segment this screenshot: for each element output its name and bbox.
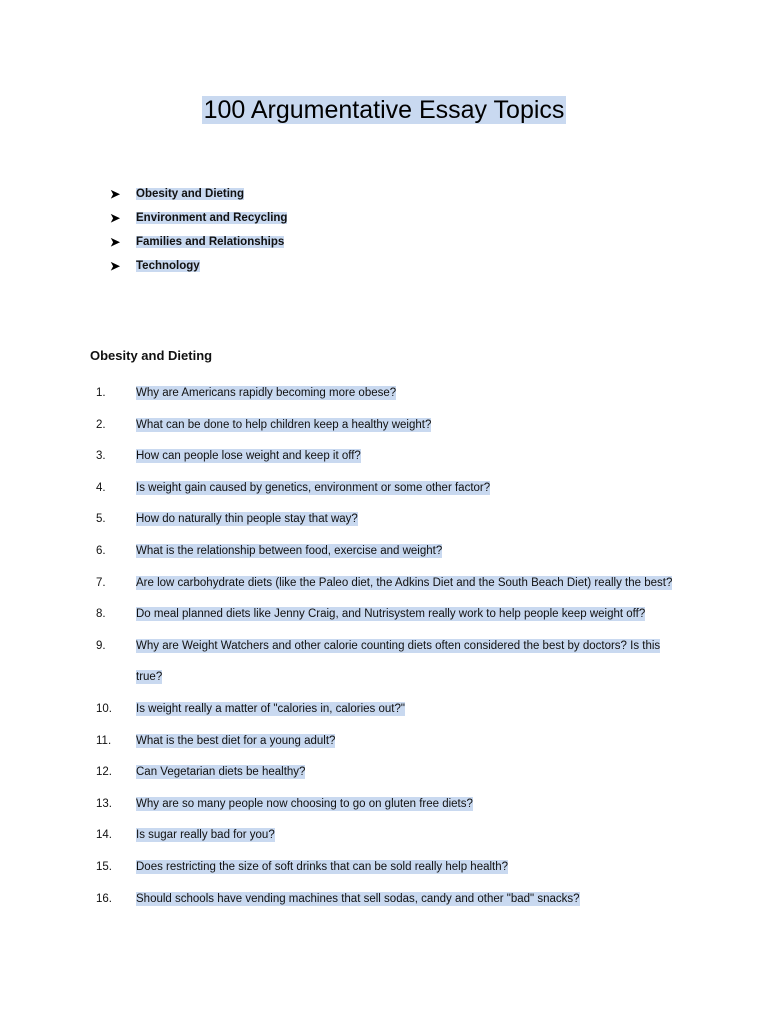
list-item: [96, 726, 696, 758]
item-text: Why are Americans rapidly becoming more obese?: [136, 387, 397, 399]
arrow-bullet-icon: ➤: [110, 235, 121, 249]
list-item: [96, 536, 696, 568]
item-number: 13.: [96, 797, 112, 810]
list-item: [96, 504, 696, 536]
arrow-bullet-icon: ➤: [110, 187, 121, 201]
topic-label: Technology: [136, 260, 200, 272]
arrow-bullet-icon: ➤: [110, 211, 121, 225]
topic-label: Families and Relationships: [136, 236, 285, 248]
item-text: Is weight gain caused by genetics, environment or some other factor?: [136, 481, 491, 494]
item-text: Why are so many people now choosing to go on gluten free diets?: [136, 797, 473, 810]
item-text: What is the relationship between food, exercise and weight?: [136, 544, 443, 557]
item-number: 1.: [96, 387, 106, 399]
topic-label: Environment and Recycling: [136, 212, 288, 224]
question-list: [96, 378, 696, 915]
item-number: 3.: [96, 450, 106, 463]
item-number: 2.: [96, 418, 106, 431]
item-number: 10.: [96, 702, 112, 715]
list-item: [96, 694, 696, 726]
item-number: 14.: [96, 829, 112, 842]
document-title-text: 100 Argumentative Essay Topics: [203, 96, 565, 124]
arrow-bullet-icon: ➤: [110, 259, 121, 273]
list-item: [96, 441, 696, 473]
list-item: [96, 852, 696, 884]
item-number: 5.: [96, 513, 106, 526]
list-item: [96, 473, 696, 505]
item-number: 6.: [96, 544, 106, 557]
list-item: [96, 884, 696, 916]
item-number: 16.: [96, 892, 112, 905]
item-text: Can Vegetarian diets be healthy?: [136, 766, 306, 779]
list-item: [96, 789, 696, 821]
item-text: Are low carbohydrate diets (like the Paleo diet, the Adkins Diet and the South Beach Diet) really the best?: [136, 576, 673, 589]
item-text: Why are Weight Watchers and other calorie counting diets often considered the best by doctors? Is this true?: [136, 639, 661, 684]
list-item: [96, 631, 696, 694]
list-item: [96, 378, 696, 410]
section-heading: Obesity and Dieting: [90, 348, 213, 363]
item-number: 8.: [96, 608, 106, 621]
item-number: 7.: [96, 576, 106, 589]
item-text: Is weight really a matter of "calories in, calories out?": [136, 702, 405, 715]
item-text: How do naturally thin people stay that way?: [136, 513, 358, 526]
topic-label: Obesity and Dieting: [136, 188, 244, 200]
item-number: 15.: [96, 860, 112, 873]
item-text: Do meal planned diets like Jenny Craig, and Nutrisystem really work to help people keep weight off?: [136, 608, 646, 621]
topic-item: [110, 182, 287, 206]
list-item: [96, 410, 696, 442]
item-number: 11.: [96, 734, 112, 747]
list-item: [96, 757, 696, 789]
item-text: What can be done to help children keep a healthy weight?: [136, 418, 432, 431]
item-text: Does restricting the size of soft drinks that can be sold really help health?: [136, 860, 509, 873]
list-item: [96, 820, 696, 852]
topic-item: [110, 206, 287, 230]
item-number: 12.: [96, 766, 112, 779]
item-text: Should schools have vending machines that sell sodas, candy and other "bad" snacks?: [136, 892, 580, 905]
topic-item: [110, 230, 287, 254]
item-text: Is sugar really bad for you?: [136, 829, 275, 842]
topic-list: [110, 182, 287, 278]
item-text: How can people lose weight and keep it off?: [136, 450, 361, 463]
item-text: What is the best diet for a young adult?: [136, 734, 336, 747]
item-number: 9.: [96, 639, 106, 652]
topic-item: [110, 254, 287, 278]
list-item: [96, 568, 696, 600]
item-number: 4.: [96, 481, 106, 494]
document-title: [0, 93, 768, 127]
list-item: [96, 599, 696, 631]
item-text-continued: true?: [136, 671, 163, 684]
